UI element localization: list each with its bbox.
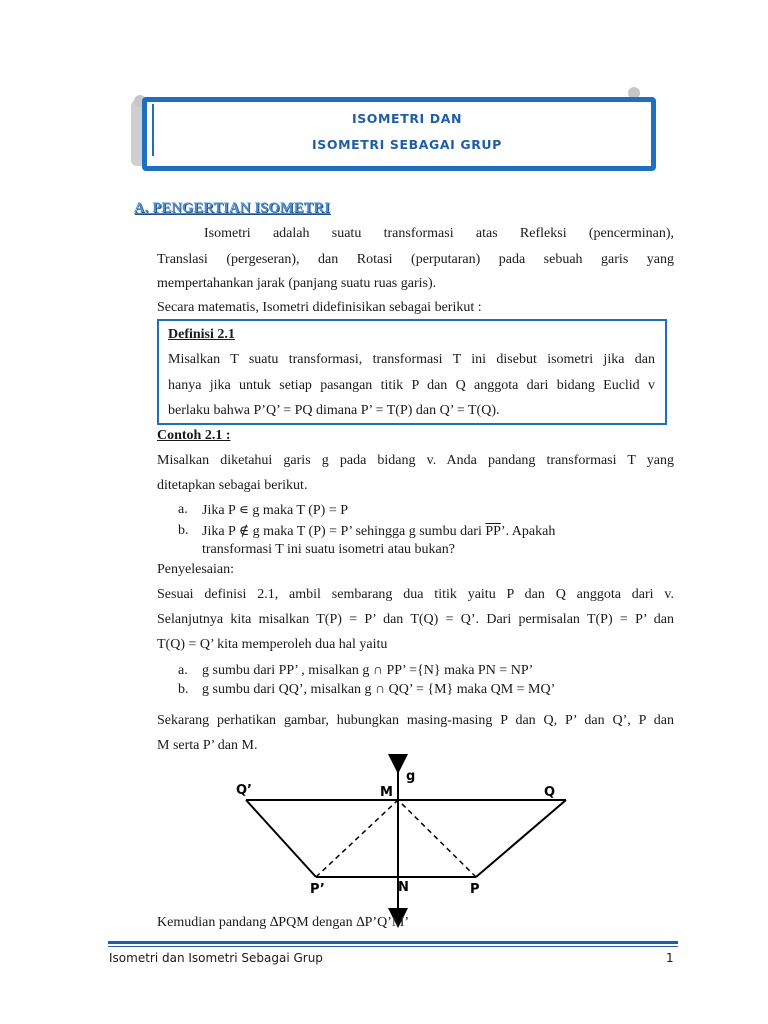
solution-line: T(Q) = Q’ kita memperoleh dua hal yaitu	[157, 637, 388, 652]
solution-line: Sesuai definisi 2.1, ambil sembarang dua titik yaitu P dan Q anggota dari v.	[157, 587, 674, 602]
list-item-b-cont: transformasi T ini suatu isometri atau bukan?	[202, 542, 455, 557]
segment-pp: $\overline{PP}$	[485, 524, 501, 539]
paragraph-line: Secara matematis, Isometri didefinisikan sebagai berikut :	[157, 300, 482, 315]
label-q: Q	[544, 785, 556, 800]
list-item-b-tail: ’. Apakah	[500, 524, 556, 539]
solution-item-a: g sumbu dari PP’ , misalkan g ∩ PP’ ={N} maka PN = NP’	[202, 663, 534, 678]
note-line: Sekarang perhatikan gambar, hubungkan masing-masing P dan Q, P’ dan Q’, P dan	[157, 713, 674, 728]
label-p: P	[470, 882, 480, 897]
dashed-p-m	[398, 800, 476, 877]
isometry-figure	[230, 750, 580, 928]
line-q-prime-p-prime	[246, 800, 316, 877]
solution-item-b: g sumbu dari QQ’, misalkan g ∩ QQ’ = {M} maka QM = MQ’	[202, 682, 556, 697]
dashed-p-prime-m	[316, 800, 398, 877]
title-line-2: ISOMETRI SEBAGAI GRUP	[312, 137, 502, 152]
definition-line: Misalkan T suatu transformasi, transformasi T ini disebut isometri jika dan	[168, 352, 655, 367]
footer-title: Isometri dan Isometri Sebagai Grup	[109, 951, 323, 965]
definition-title: Definisi 2.1	[168, 327, 235, 342]
line-p-q	[476, 800, 566, 877]
section-heading: A. PENGERTIAN ISOMETRI	[134, 200, 331, 216]
list-marker: a.	[178, 663, 188, 678]
paragraph-line: Isometri adalah suatu transformasi atas Refleksi (pencerminan),	[204, 226, 674, 241]
paragraph-line: mempertahankan jarak (panjang suatu ruas garis).	[157, 276, 437, 291]
title-line-1: ISOMETRI DAN	[351, 111, 463, 126]
example-title: Contoh 2.1 :	[157, 428, 231, 443]
closing-line: Kemudian pandang ∆PQM dengan ∆P’Q’M’	[157, 915, 409, 930]
list-item-b	[202, 523, 555, 540]
label-q-prime: Q’	[236, 783, 252, 798]
footer-rule	[108, 941, 678, 944]
note-line: M serta P’ dan M.	[157, 738, 258, 753]
list-item-b-text: Jika P ∉ g maka T (P) = P’ sehingga g sumbu dari	[202, 524, 486, 539]
list-marker: b.	[178, 523, 189, 538]
example-line: Misalkan diketahui garis g pada bidang v. Anda pandang transformasi T yang	[157, 453, 674, 468]
solution-line: Selanjutnya kita misalkan T(P) = P’ dan T(Q) = Q’. Dari permisalan T(P) = P’ dan	[157, 612, 674, 627]
label-p-prime: P’	[310, 882, 325, 897]
label-m: M	[380, 785, 393, 800]
paragraph-line: Translasi (pergeseran), dan Rotasi (perputaran) pada sebuah garis yang	[157, 252, 674, 267]
definition-line: berlaku bahwa P’Q’ = PQ dimana P’ = T(P) dan Q’ = T(Q).	[168, 403, 500, 418]
solution-label: Penyelesaian:	[157, 562, 234, 577]
page-number: 1	[666, 951, 674, 965]
list-marker: b.	[178, 682, 189, 697]
label-n: N	[398, 880, 409, 895]
definition-line: hanya jika untuk setiap pasangan titik P dan Q anggota dari bidang Euclid v	[168, 378, 655, 393]
label-g: g	[406, 769, 416, 784]
list-item-a: Jika P ∊ g maka T (P) = P	[202, 503, 349, 518]
example-line: ditetapkan sebagai berikut.	[157, 478, 308, 493]
list-marker: a.	[178, 502, 188, 517]
footer-rule-thin	[108, 946, 678, 947]
